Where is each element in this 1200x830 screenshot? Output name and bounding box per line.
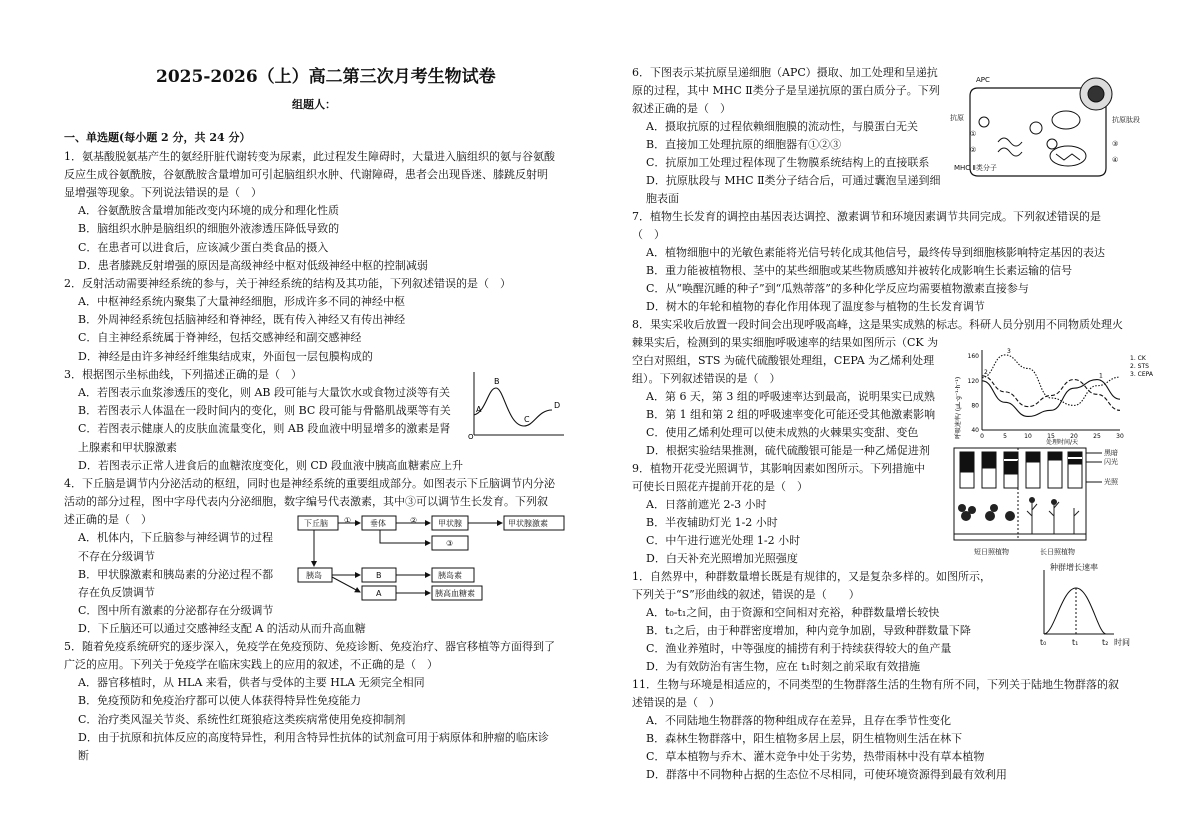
- chart-xlabel: 处理时间/天: [1045, 439, 1079, 446]
- text-line: 广泛的应用。下列关于免疫学在临床实践上的应用的叙述，不正确的是（ ）: [64, 658, 438, 671]
- text-line: 3．根据图示坐标曲线，下列描述正确的是（ ）: [64, 368, 302, 381]
- figure-3-curve: [468, 370, 568, 440]
- legend-sts: 2. STS: [1130, 363, 1149, 370]
- text-line: A．谷氨酰胺含量增加能改变内环境的成分和理化性质: [78, 204, 339, 217]
- text-line: D．下丘脑还可以通过交感神经支配 A 的活动从而升高血糖: [78, 622, 366, 635]
- text-line: 可使长日照花卉提前开花的是（ ）: [632, 480, 808, 493]
- label-short-day: 短日照植物: [974, 548, 1009, 556]
- figure-10-growth-rate: [1032, 562, 1144, 648]
- x-tick-label: 0: [980, 433, 984, 440]
- text-line: B．重力能被植物根、茎中的某些细胞或某些物质感知并被转化成影响生长素运输的信号: [646, 264, 1073, 277]
- box-insulin: 胰岛素: [438, 571, 462, 580]
- text-line: C．从“唤醒沉睡的种子”到“瓜熟蒂落”的多种化学反应均需要植物激素直接参与: [646, 282, 1029, 295]
- x-tick-label: 15: [1047, 433, 1055, 440]
- text-line: D．若图表示正常人进食后的血糖浓度变化，则 CD 段血液中胰高血糖素应上升: [78, 459, 464, 472]
- figure-9-photoperiod: [952, 446, 1142, 566]
- text-line: D．抗原肽段与 MHC Ⅱ类分子结合后，可通过囊泡呈递到细: [646, 174, 941, 187]
- exam-title: 2025-2026（上）高二第三次月考生物试卷: [156, 67, 496, 87]
- text-line: 棘果实后，检测到的果实细胞呼吸速率的结果如图所示（CK 为: [632, 336, 939, 349]
- y-tick-label: 120: [967, 377, 979, 385]
- label-t2: t₂: [1102, 638, 1109, 647]
- label-long-day: 长日照植物: [1040, 548, 1075, 556]
- text-line: B．半夜辅助灯光 1-2 小时: [646, 516, 778, 529]
- section-heading: 一、单选题(每小题 2 分，共 24 分）: [64, 131, 251, 144]
- text-line: C．治疗类风湿关节炎、系统性红斑狼疮这类疾病常使用免疫抑制剂: [78, 713, 406, 726]
- chart-ylabel: 呼吸速率/ (μL·g⁻¹·h⁻¹): [955, 376, 962, 440]
- growth-ylabel: 种群增长速率: [1050, 563, 1098, 572]
- text-line: 1．自然界中，种群数量增长既是有规律的，又是复杂多样的。如图所示，: [632, 570, 991, 583]
- text-line: B．免疫预防和免疫治疗都可以使人体获得特异性免疫能力: [78, 694, 362, 707]
- box-hypothalamus: 下丘脑: [304, 519, 328, 528]
- text-line: A．机体内，下丘脑参与神经调节的过程: [78, 531, 273, 544]
- text-line: 空白对照组，STS 为硫代硫酸银处理组，CEPA 为乙烯利处理: [632, 354, 935, 367]
- label-o: O: [468, 433, 474, 440]
- figure-4-flowchart: [296, 514, 568, 602]
- text-line: A．第 6 天，第 3 组的呼吸速率达到最高，说明果实已成熟: [646, 390, 935, 403]
- text-line: 述错误的是（ ）: [632, 696, 720, 709]
- text-line: C．草本植物与乔木、灌木竞争中处于劣势，热带雨林中没有草本植物: [646, 750, 985, 763]
- text-line: D．根据实验结果推测，硫代硫酸银可能是一种乙烯促进剂: [646, 444, 930, 457]
- box-thyroid: 甲状腺: [438, 519, 462, 528]
- x-tick-label: 5: [1003, 433, 1007, 440]
- text-line: 组）。下列叙述错误的是（ ）: [632, 372, 781, 385]
- text-line: A．若图表示血浆渗透压的变化，则 AB 段可能与大量饮水或食物过淡等有关: [78, 386, 450, 399]
- text-line: （ ）: [632, 228, 665, 241]
- label-peptide: 抗原肽段: [1112, 116, 1140, 124]
- label-1: ①: [970, 130, 977, 138]
- text-line: 4．下丘脑是调节内分泌活动的枢纽，同时也是神经系统的重要组成部分。如图表示下丘脑调节内分泌: [64, 477, 555, 490]
- label-4: ④: [1112, 156, 1119, 164]
- text-line: D．由于抗原和抗体反应的高度特异性，利用含特异性抗体的试剂盒可用于病原体和肿瘤的临床诊: [78, 731, 549, 744]
- text-line: 5．随着免疫系统研究的逐步深入，免疫学在免疫预防、免疫诊断、免疫治疗、器官移植等方面得到了: [64, 640, 555, 653]
- text-line: D．患者膝跳反射增强的原因是高级神经中枢对低级神经中枢的控制减弱: [78, 259, 428, 272]
- text-line: A．日落前遮光 2-3 小时: [646, 498, 767, 511]
- label-light: 光照: [1104, 478, 1118, 486]
- x-tick-label: 25: [1093, 433, 1101, 440]
- text-line: 7．植物生长发育的调控由基因表达调控、激素调节和环境因素调节共同完成。下列叙述错误的是: [632, 210, 1101, 223]
- y-tick-label: 40: [971, 427, 979, 434]
- text-line: 述正确的是（ ）: [64, 513, 152, 526]
- text-line: B．t₁之后，由于种群密度增加，种内竞争加剧，导致种群数量下降: [646, 624, 971, 637]
- hormone-1: ①: [344, 516, 352, 525]
- box-hormone-3: ③: [446, 539, 454, 548]
- text-line: C．若图表示健康人的皮肤血流量变化，则 AB 段血液中明显增多的激素是肾: [78, 422, 451, 435]
- chart-series: [982, 348, 1120, 417]
- text-line: C．使用乙烯利处理可以使未成熟的火棘果实变甜、变色: [646, 426, 919, 439]
- label-flash: 闪光: [1104, 458, 1118, 466]
- label-antigen: 抗原: [950, 114, 964, 122]
- box-thyroid-hormone: 甲状腺激素: [508, 519, 548, 528]
- text-line: A．器官移植时，从 HLA 来看，供者与受体的主要 HLA 无须完全相同: [78, 676, 425, 689]
- label-mhc: MHC Ⅱ类分子: [954, 164, 997, 172]
- text-line: B．森林生物群落中，阳生植物多居上层，阴生植物则生活在林下: [646, 732, 963, 745]
- box-a: A: [376, 589, 382, 598]
- label-3: ③: [1112, 140, 1119, 148]
- text-line: A．植物细胞中的光敏色素能将光信号转化成其他信号，最终传导到细胞核影响特定基因的表达: [646, 246, 1105, 259]
- label-apc: APC: [976, 76, 990, 84]
- text-line: 原的过程，其中 MHC Ⅱ类分子是呈递抗原的蛋白质分子。下列: [632, 84, 940, 97]
- x-tick-label: 10: [1024, 433, 1032, 440]
- series-line-2: [982, 376, 1120, 410]
- x-tick-label: 20: [1070, 433, 1078, 440]
- label-t1: t₁: [1072, 638, 1079, 647]
- text-line: 11．生物与环境是相适应的，不同类型的生物群落生活的生物有所不同，下列关于陆地生物群落的叙: [632, 678, 1119, 691]
- text-line: 上腺素和甲状腺激素: [78, 441, 177, 454]
- y-tick-label: 160: [967, 353, 979, 361]
- text-line: C．在患者可以进食后，应该减少蛋白类食品的摄入: [78, 241, 329, 254]
- legend-cepa: 3. CEPA: [1130, 371, 1153, 378]
- text-line: A．t₀-t₁之间，由于资源和空间相对充裕，种群数量增长较快: [646, 606, 940, 619]
- text-line: 活动的部分过程，图中字母代表内分泌细胞，数字编号代表激素，其中③可以调节生长发育。下列叙: [64, 495, 548, 508]
- hormone-2: ②: [410, 516, 418, 525]
- text-line: 9．植物开花受光照调节，其影响因素如图所示。下列措施中: [632, 462, 925, 475]
- text-line: 不存在分级调节: [78, 550, 155, 563]
- label-dark: 黑暗: [1104, 449, 1118, 457]
- series-number-1: 1: [1099, 372, 1103, 380]
- text-line: C．中午进行遮光处理 1-2 小时: [646, 534, 801, 547]
- box-b: B: [376, 571, 382, 580]
- text-line: B．外周神经系统包括脑神经和脊神经，既有传入神经又有传出神经: [78, 313, 406, 326]
- box-pancreas: 胰岛: [306, 571, 322, 580]
- label-a: A: [476, 405, 482, 414]
- text-line: C．图中所有激素的分泌都存在分级调节: [78, 604, 274, 617]
- text-line: A．摄取抗原的过程依赖细胞膜的流动性，与膜蛋白无关: [646, 120, 918, 133]
- label-t0: t₀: [1040, 638, 1047, 647]
- text-line: D．树木的年轮和植物的春化作用体现了温度参与植物的生长发育调节: [646, 300, 985, 313]
- text-line: A．中枢神经系统内聚集了大量神经细胞，形成许多不同的神经中枢: [78, 295, 405, 308]
- text-line: 1．氨基酸脱氨基产生的氨经肝脏代谢转变为尿素，此过程发生障碍时，大量进入脑组织的氨与谷氨酸: [64, 150, 555, 163]
- figure-6-apc: [948, 66, 1148, 184]
- text-line: A．不同陆地生物群落的物种组成存在差异，且存在季节性变化: [646, 714, 951, 727]
- figure-8-chart: [952, 342, 1164, 446]
- exam-setter: 组题人：: [292, 98, 336, 111]
- text-line: 胞表面: [646, 192, 679, 205]
- text-line: D．神经是由许多神经纤维集结成束，外面包一层包膜构成的: [78, 350, 373, 363]
- text-line: D．群落中不同物种占据的生态位不尽相同，可使环境资源得到最有效利用: [646, 768, 1007, 781]
- x-tick-label: 30: [1116, 433, 1124, 440]
- text-line: D．为有效防治有害生物，应在 t₁时刻之前采取有效措施: [646, 660, 921, 673]
- text-line: 存在负反馈调节: [78, 586, 155, 599]
- box-pituitary: 垂体: [370, 519, 386, 528]
- y-tick-label: 80: [971, 402, 979, 410]
- text-line: 显增强等现象。下列说法错误的是（ ）: [64, 186, 262, 199]
- text-line: B．直接加工处理抗原的细胞器有①②③: [646, 138, 842, 151]
- label-d: D: [554, 401, 561, 410]
- label-2: ②: [970, 146, 977, 154]
- growth-xlabel: 时间: [1114, 638, 1130, 647]
- text-line: 下列关于“S”形曲线的叙述，错误的是（ ）: [632, 588, 860, 601]
- label-b: B: [494, 377, 500, 386]
- text-line: B．第 1 组和第 2 组的呼吸速率变化可能还受其他激素影响: [646, 408, 936, 421]
- text-line: B．若图表示人体温在一段时间内的变化，则 BC 段可能与骨骼肌战栗等有关: [78, 404, 451, 417]
- text-line: 6．下图表示某抗原呈递细胞（APC）摄取、加工处理和呈递抗: [632, 66, 938, 79]
- text-line: 反应生成谷氨酰胺，谷氨酰胺含量增加可引起脑组织水肿、代谢障碍，患者会出现昏迷、膝跳反射明: [64, 168, 548, 181]
- legend-ck: 1. CK: [1130, 355, 1146, 362]
- box-glucagon: 胰高血糖素: [435, 589, 475, 598]
- label-c: C: [524, 415, 530, 424]
- text-line: C．自主神经系统属于脊神经，包括交感神经和副交感神经: [78, 331, 362, 344]
- text-line: 断: [78, 749, 89, 762]
- text-line: C．渔业养殖时，中等强度的捕捞有利于持续获得较大的鱼产量: [646, 642, 952, 655]
- text-line: 8．果实采收后放置一段时间会出现呼吸高峰，这是果实成熟的标志。科研人员分别用不同物质处理火: [632, 318, 1123, 331]
- text-line: B．脑组织水肿是脑组织的细胞外液渗透压降低导致的: [78, 222, 340, 235]
- text-line: 叙述正确的是（ ）: [632, 102, 731, 115]
- text-line: D．白天补充光照增加光照强度: [646, 552, 798, 565]
- text-line: 2．反射活动需要神经系统的参与，关于神经系统的结构及其功能，下列叙述错误的是（ ）: [64, 277, 511, 290]
- series-number-2: 2: [984, 368, 988, 376]
- text-line: C．抗原加工处理过程体现了生物膜系统结构上的直接联系: [646, 156, 930, 169]
- series-number-3: 3: [1007, 347, 1011, 355]
- text-line: B．甲状腺激素和胰岛素的分泌过程不都: [78, 568, 274, 581]
